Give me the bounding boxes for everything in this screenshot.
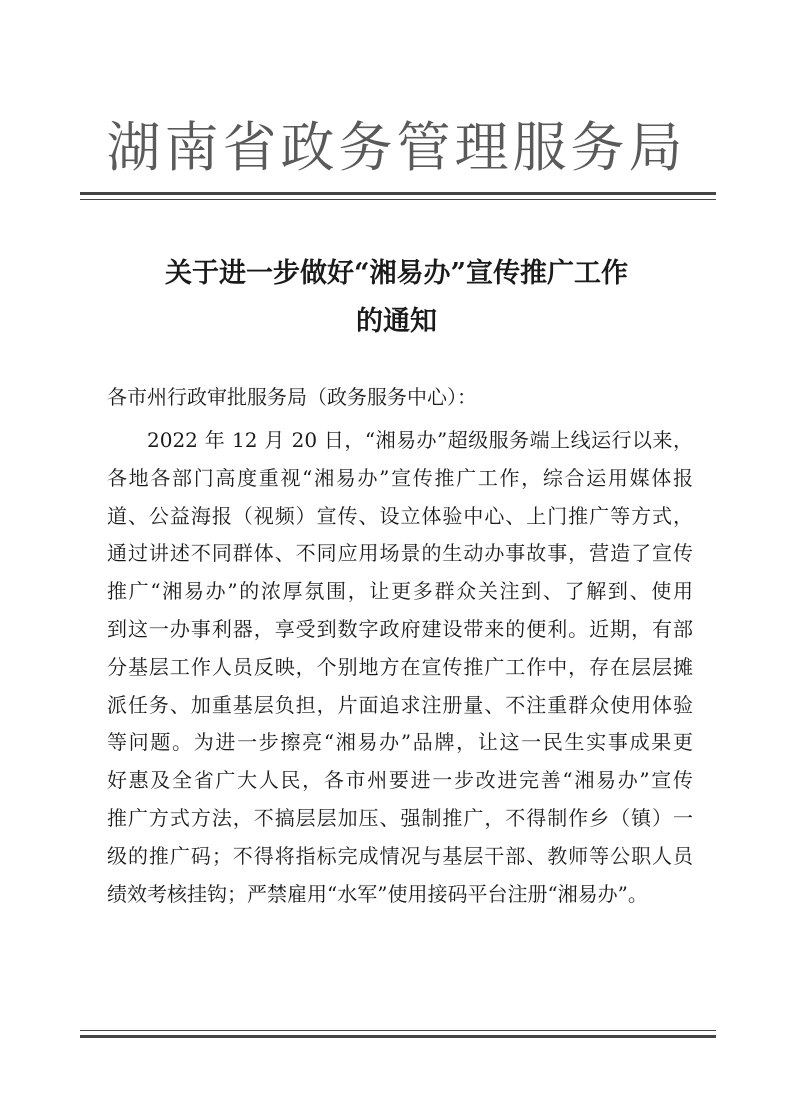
body-line: 派任务、加重基层负担，片面追求注册量、不注重群众使用体验	[107, 692, 693, 717]
letterhead-rule-thick	[80, 192, 716, 195]
footer-rule-thick	[80, 1035, 716, 1038]
notice-title	[0, 250, 793, 346]
body-line: 分基层工作人员反映，个别地方在宣传推广工作中，存在层层摊	[107, 654, 693, 679]
letterhead-rule-thin	[80, 199, 716, 200]
body-line: 道、公益海报（视频）宣传、设立体验中心、上门推广等方式，	[107, 503, 693, 528]
addressee: 各市州行政审批服务局（政务服务中心）：	[107, 385, 477, 409]
body-line: 好惠及全省广大人民，各市州要进一步改进完善“湘易办”宣传	[107, 768, 693, 793]
footer-rule-thin	[80, 1030, 716, 1031]
notice-title-line-2: 的通知	[356, 306, 437, 337]
body-line: 到这一办事利器，享受到数字政府建设带来的便利。近期，有部	[107, 616, 693, 641]
body-line: 级的推广码；不得将指标完成情况与基层干部、教师等公职人员	[107, 843, 693, 868]
notice-title-line-1: 关于进一步做好“湘易办”宣传推广工作	[164, 258, 629, 289]
agency-letterhead-title: 湖南省政务管理服务局	[106, 116, 687, 179]
body-line: 推广“湘易办”的浓厚氛围，让更多群众关注到、了解到、使用	[107, 579, 693, 604]
body-line: 2022 年 12 月 20 日，“湘易办”超级服务端上线运行以来，	[147, 428, 693, 452]
body-line: 各地各部门高度重视“湘易办”宣传推广工作，综合运用媒体报	[107, 465, 693, 490]
body-line: 通过讲述不同群体、不同应用场景的生动办事故事，营造了宣传	[107, 541, 693, 566]
body-paragraph	[107, 422, 693, 913]
body-line: 绩效考核挂钩；严禁雇用“水军”使用接码平台注册“湘易办”。	[107, 881, 648, 906]
body-line: 等问题。为进一步擦亮“湘易办”品牌，让这一民生实事成果更	[107, 730, 693, 755]
body-line: 推广方式方法，不搞层层加压、强制推广，不得制作乡（镇）一	[107, 805, 693, 830]
